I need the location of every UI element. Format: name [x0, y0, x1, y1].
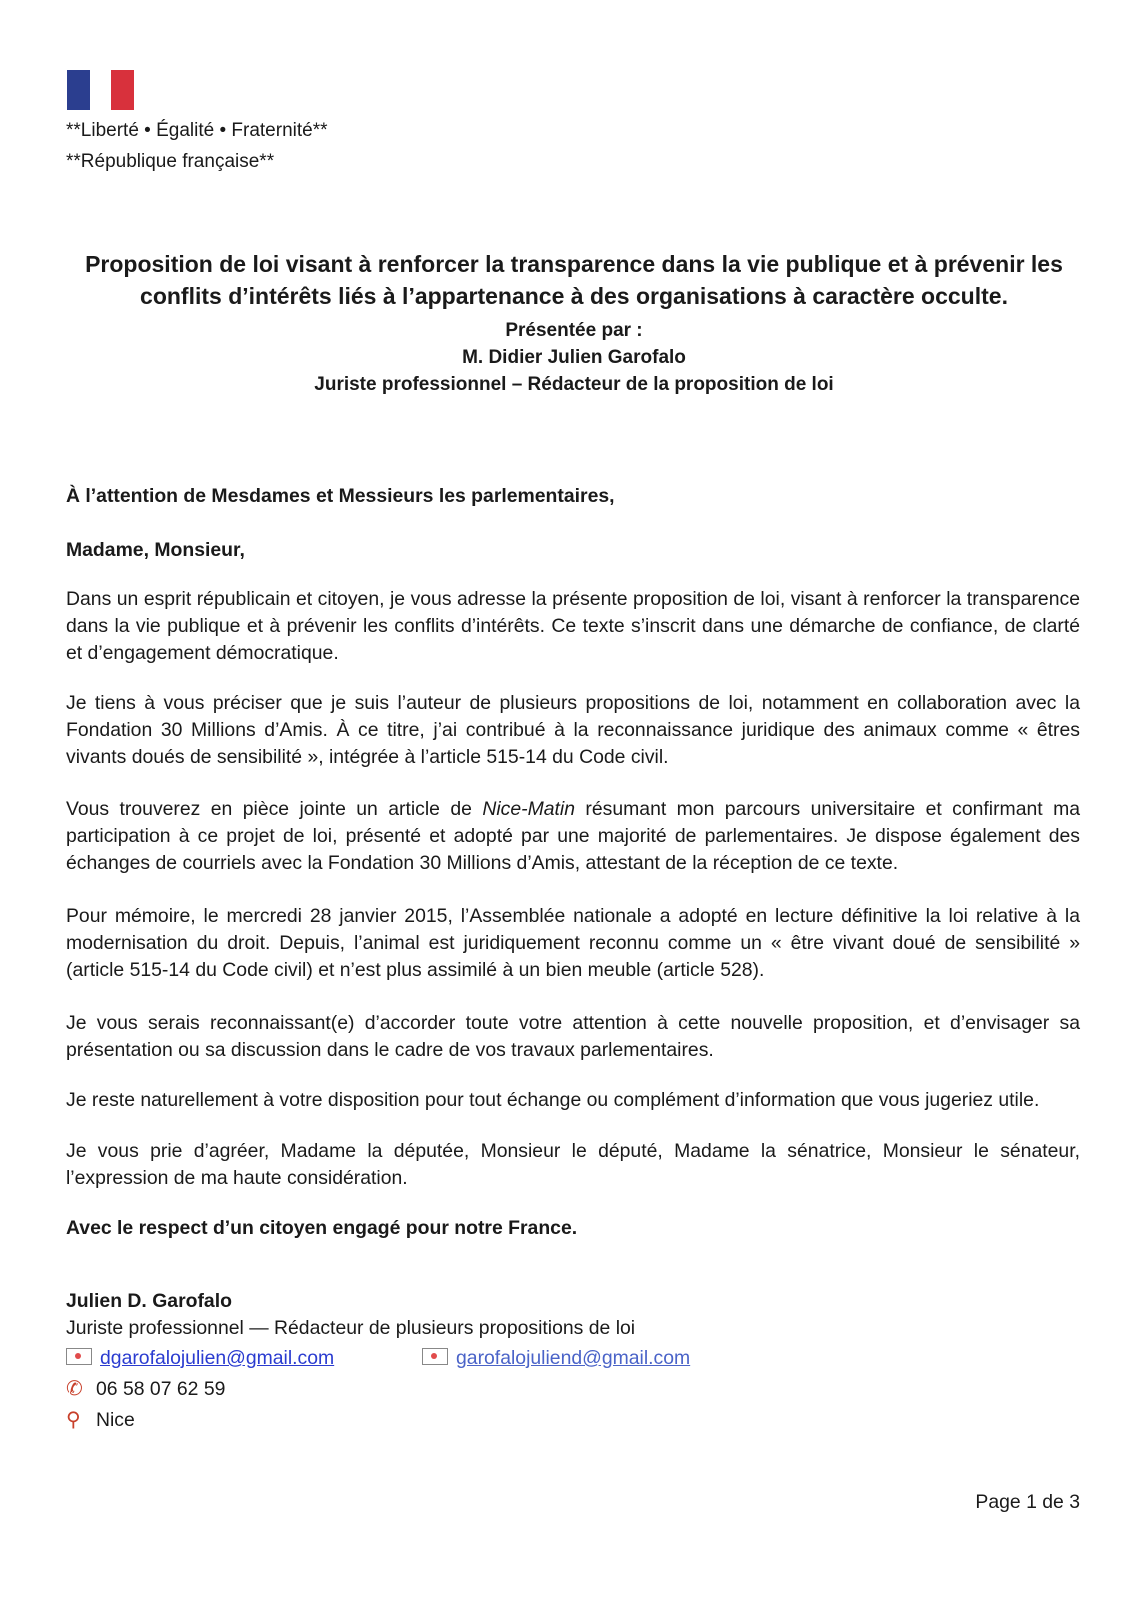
paragraph-1: Dans un esprit républicain et citoyen, je vous adresse la présente proposition de loi, visant à renforcer la transparence dans la vie publique et à prévenir les conflits d’intérêts. Ce texte s’inscrit dans une démarche de confiance, de clarté et d’engagement démocratique. [66, 588, 1080, 664]
title-line-1: Proposition de loi visant à renforcer la transparence dans la vie publique et à prévenir les [85, 251, 1063, 277]
presented-by: Présentée par : [505, 320, 643, 341]
nice-matin-reference: Nice-Matin [482, 798, 576, 820]
email-row-secondary [422, 1345, 690, 1372]
paragraph-2: Je tiens à vous préciser que je suis l’auteur de plusieurs propositions de loi, notamment en collaboration avec la Fondation 30 Millions d’Amis. À ce titre, j’ai contribué à la reconnaissance juridique des animaux comme « êtres vivants doués de sensibilité », intégrée à l’article 515-14 du Code civil. [66, 692, 1080, 768]
french-flag-icon [67, 70, 134, 110]
email-row [66, 1345, 334, 1372]
location-pin-icon: ⚲ [66, 1409, 81, 1431]
presenter-role: Juriste professionnel – Rédacteur de la proposition de loi [314, 374, 834, 395]
page-number: Page 1 de 3 [975, 1491, 1080, 1513]
phone-row [66, 1376, 225, 1403]
attention-line: À l’attention de Mesdames et Messieurs les parlementaires, [66, 485, 615, 507]
email-link-primary[interactable]: dgarofalojulien@gmail.com [100, 1347, 335, 1369]
republic-name: **République française** [66, 151, 275, 172]
presenter-name: M. Didier Julien Garofalo [462, 347, 686, 368]
title-line-2: conflits d’intérêts liés à l’appartenance à des organisations à caractère occulte. [140, 283, 1008, 309]
republic-motto: **Liberté • Égalité • Fraternité** [66, 120, 328, 141]
closing-line: Avec le respect d’un citoyen engagé pour notre France. [66, 1217, 578, 1239]
document-title [60, 248, 1088, 398]
location-city: Nice [96, 1409, 135, 1431]
phone-number: 06 58 07 62 59 [96, 1378, 226, 1400]
email-link-secondary[interactable]: garofalojuliend@gmail.com [456, 1347, 691, 1369]
paragraph-3: Vous trouverez en pièce jointe un article de Nice-Matin résumant mon parcours universitaire et confirmant ma participation à ce projet de loi, présenté et adopté par une majorité de parlementaires. Je dispose également des échanges de courriels avec la Fondation 30 Millions d’Amis, attestant de la réception de ce texte. [66, 798, 1081, 874]
signature-name: Julien D. Garofalo [66, 1290, 232, 1312]
envelope-icon [66, 1348, 92, 1365]
envelope-icon [422, 1348, 448, 1365]
signature-role: Juriste professionnel — Rédacteur de plusieurs propositions de loi [66, 1317, 636, 1339]
phone-icon: ✆ [66, 1378, 83, 1400]
paragraph-4: Pour mémoire, le mercredi 28 janvier 2015, l’Assemblée nationale a adopté en lecture définitive la loi relative à la modernisation du droit. Depuis, l’animal est juridiquement reconnu comme un « être vivant doué de sensibilité » (article 515-14 du Code civil) et n’est plus assimilé à un bien meuble (article 528). [66, 905, 1080, 981]
location-row [66, 1407, 135, 1434]
paragraph-5: Je vous serais reconnaissant(e) d’accorder toute votre attention à cette nouvelle proposition, et d’envisager sa présentation ou sa discussion dans le cadre de vos travaux parlementaires. [66, 1012, 1080, 1061]
paragraph-6: Je reste naturellement à votre disposition pour tout échange ou complément d’information que vous jugeriez utile. [66, 1089, 1040, 1111]
salutation: Madame, Monsieur, [66, 539, 245, 561]
paragraph-7: Je vous prie d’agréer, Madame la députée, Monsieur le député, Madame la sénatrice, Monsieur le sénateur, l’expression de ma haute considération. [66, 1140, 1080, 1189]
